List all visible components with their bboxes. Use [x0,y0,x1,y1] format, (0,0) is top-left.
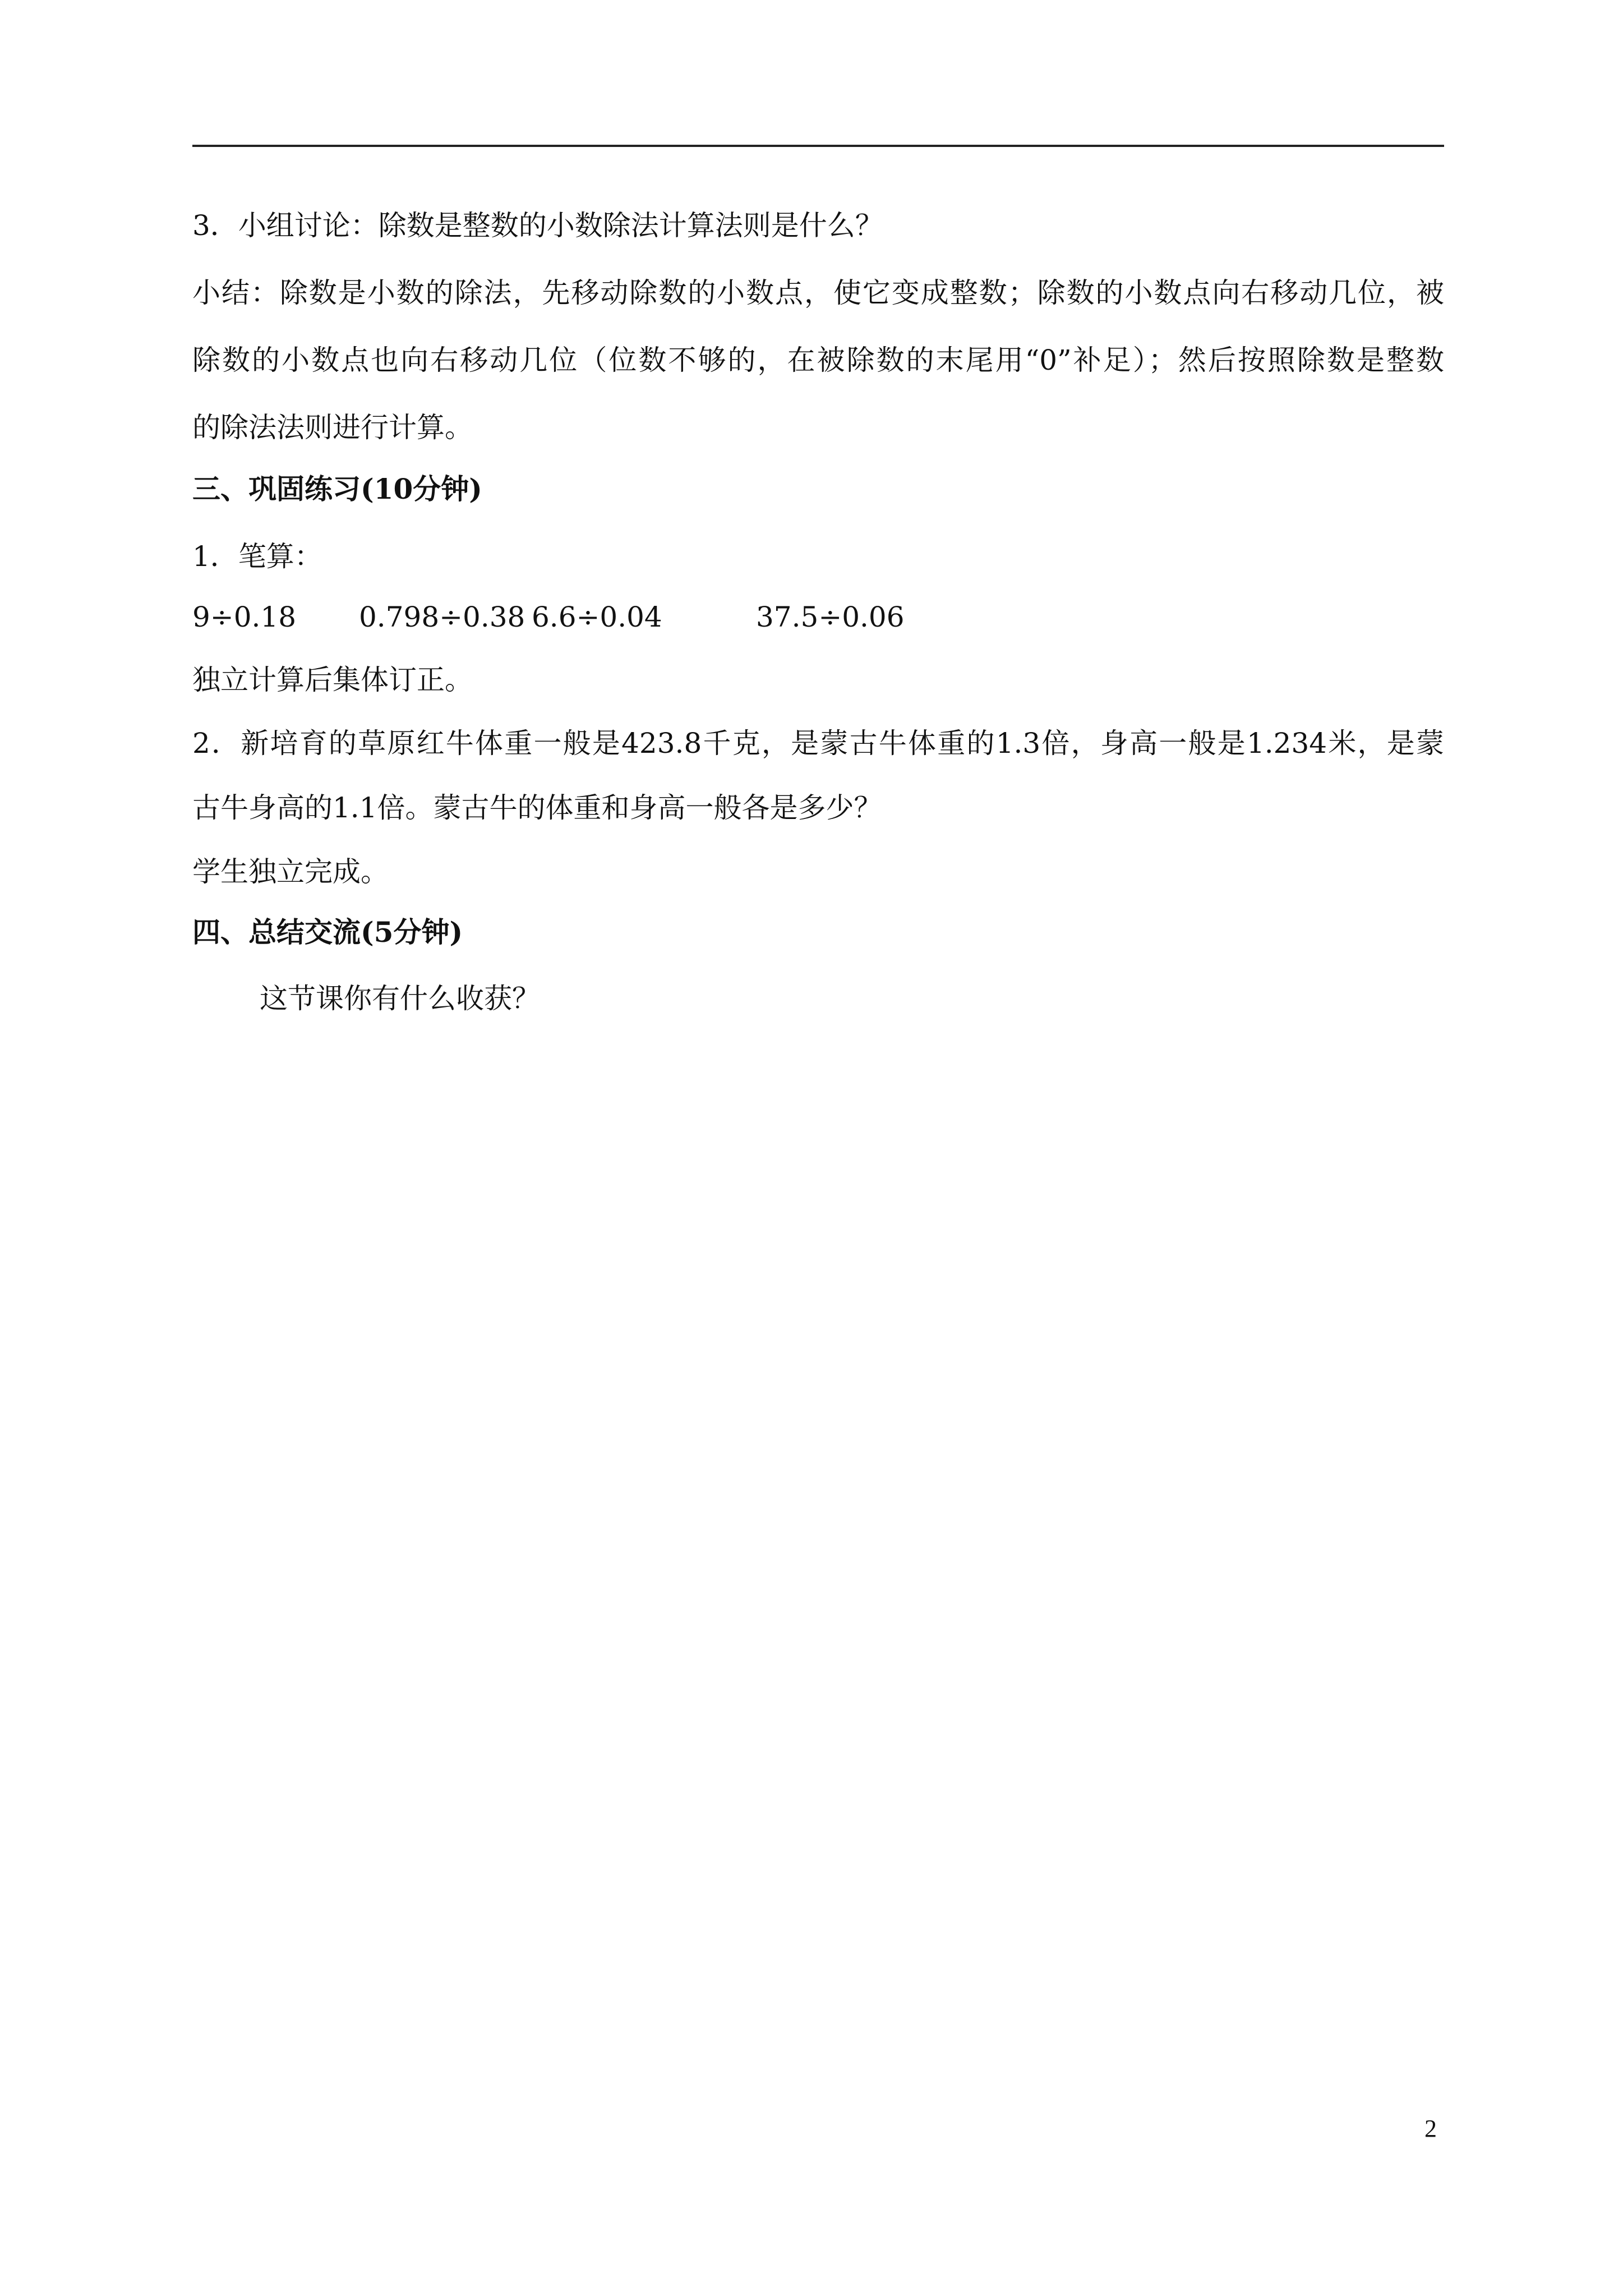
word-problem-note: 学生独立完成。 [192,855,389,888]
discussion-question: 3．小组讨论：除数是整数的小数除法计算法则是什么？ [192,209,883,242]
calc-item: 9÷0.18 [192,601,297,633]
word-problem-line-2: 古牛身高的1.1倍。蒙古牛的体重和身高一般各是多少？ [192,792,882,824]
summary-line-1: 小结：除数是小数的除法，先移动除数的小数点，使它变成整数；除数的小数点向右移动几位，被 [192,277,1444,309]
summary-line-3: 的除法法则进行计算。 [192,411,473,444]
page-number: 2 [1424,2115,1437,2142]
calc-item: 6.6÷0.04 [532,601,662,633]
section-heading-summary: 四、总结交流(5分钟) [192,915,463,949]
word-problem-line-1: 2．新培育的草原红牛体重一般是423.8千克，是蒙古牛体重的1.3倍，身高一般是1.234米，是蒙 [192,727,1444,760]
section-heading-practice: 三、巩固练习(10分钟) [192,472,482,505]
reflection-question: 这节课你有什么收获？ [260,982,540,1015]
calc-item: 0.798÷0.38 [359,601,525,633]
summary-line-2: 除数的小数点也向右移动几位（位数不够的，在被除数的末尾用“0”补足）；然后按照除数是整数 [192,344,1444,376]
written-calculation-label: 1．笔算： [192,540,322,573]
header-rule [192,145,1444,147]
calc-correction-note: 独立计算后集体订正。 [192,664,473,696]
calc-item: 37.5÷0.06 [756,601,905,633]
